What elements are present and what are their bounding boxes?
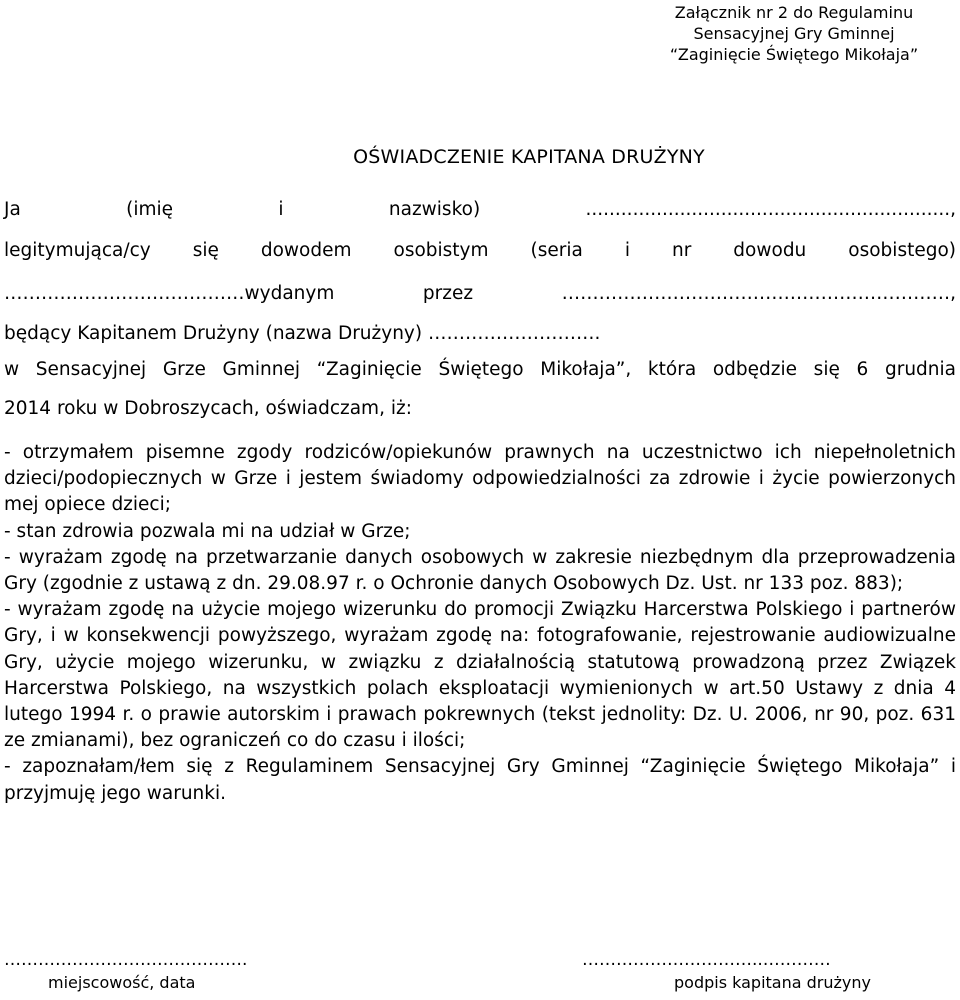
clause-item: - zapoznałam/łem się z Regulaminem Sensacyjnej Gry Gminnej “Zaginięcie Świętego Mikołaja” i przyjmuję jego warunki. (4, 756, 956, 804)
clause-item: - wyrażam zgodę na użycie mojego wizerunku do promocji Związku Harcerstwa Polskiego i partnerów Gry, i w konsekwencji powyższego, wyrażam zgodę na: fotografowanie, rejestrowanie audiowizualne Gry, użycie mojego wizerunku, w związku z działalnością statutową prowadzoną przez Związek Harcerstwa Polskiego, na wszystkich polach eksploatacji wymienionych w art.50 Ustawy z dnia 4 lutego 1994 r. o prawie autorskim i prawach pokrewnych (tekst jednolity: Dz. U. 2006, nr 90, poz. 631 ze zmianami), bez ograniczeń co do czasu i ilości; (4, 599, 956, 752)
document-title: OŚWIADCZENIE KAPITANA DRUŻYNY (353, 146, 705, 168)
annex-header (634, 2, 954, 65)
intro-name-line: Ja (imię i nazwisko) .............................................................., (4, 199, 956, 220)
captain-signature-label: podpis kapitana drużyny (674, 973, 871, 992)
intro-declare-line: 2014 roku w Dobroszycach, oświadczam, iż: (4, 398, 412, 419)
annex-line-3: “Zaginięcie Świętego Mikołaja” (669, 45, 919, 64)
clause-item: - otrzymałem pisemne zgody rodziców/opiekunów prawnych na uczestnictwo ich niepełnoletnich dzieci/podopiecznych w Grze i jestem świadomy odpowiedzialności za zdrowie i życie powierzonych mej opiece dzieci; (4, 442, 956, 516)
clause-item: - wyrażam zgodę na przetwarzanie danych osobowych w zakresie niezbędnym dla przeprowadzenia Gry (zgodnie z ustawą z dn. 29.08.97 r. o Ochronie danych Osobowych Dz. Ust. nr 133 poz. 883); (4, 546, 956, 595)
place-date-field: ……………………………………. (4, 950, 248, 970)
intro-id-line: legitymująca/cy się dowodem osobistym (seria i nr dowodu osobistego) (4, 240, 956, 261)
intro-game-line: w Sensacyjnej Grze Gminnej “Zaginięcie Świętego Mikołaja”, która odbędzie się 6 grudnia (4, 359, 956, 380)
intro-team-line: będący Kapitanem Drużyny (nazwa Drużyny) ………………………. (4, 323, 601, 344)
annex-line-1: Załącznik nr 2 do Regulaminu (674, 3, 914, 22)
captain-signature-field: …………………………..………… (582, 950, 831, 970)
declaration-clauses (4, 440, 956, 807)
intro-issued-line: …………………………………wydanym przez ………………………………………………………, (4, 283, 956, 304)
clause-item: - stan zdrowia pozwala mi na udział w Grze; (4, 520, 411, 542)
place-date-label: miejscowość, data (48, 973, 196, 992)
annex-line-2: Sensacyjnej Gry Gminnej (693, 24, 895, 43)
